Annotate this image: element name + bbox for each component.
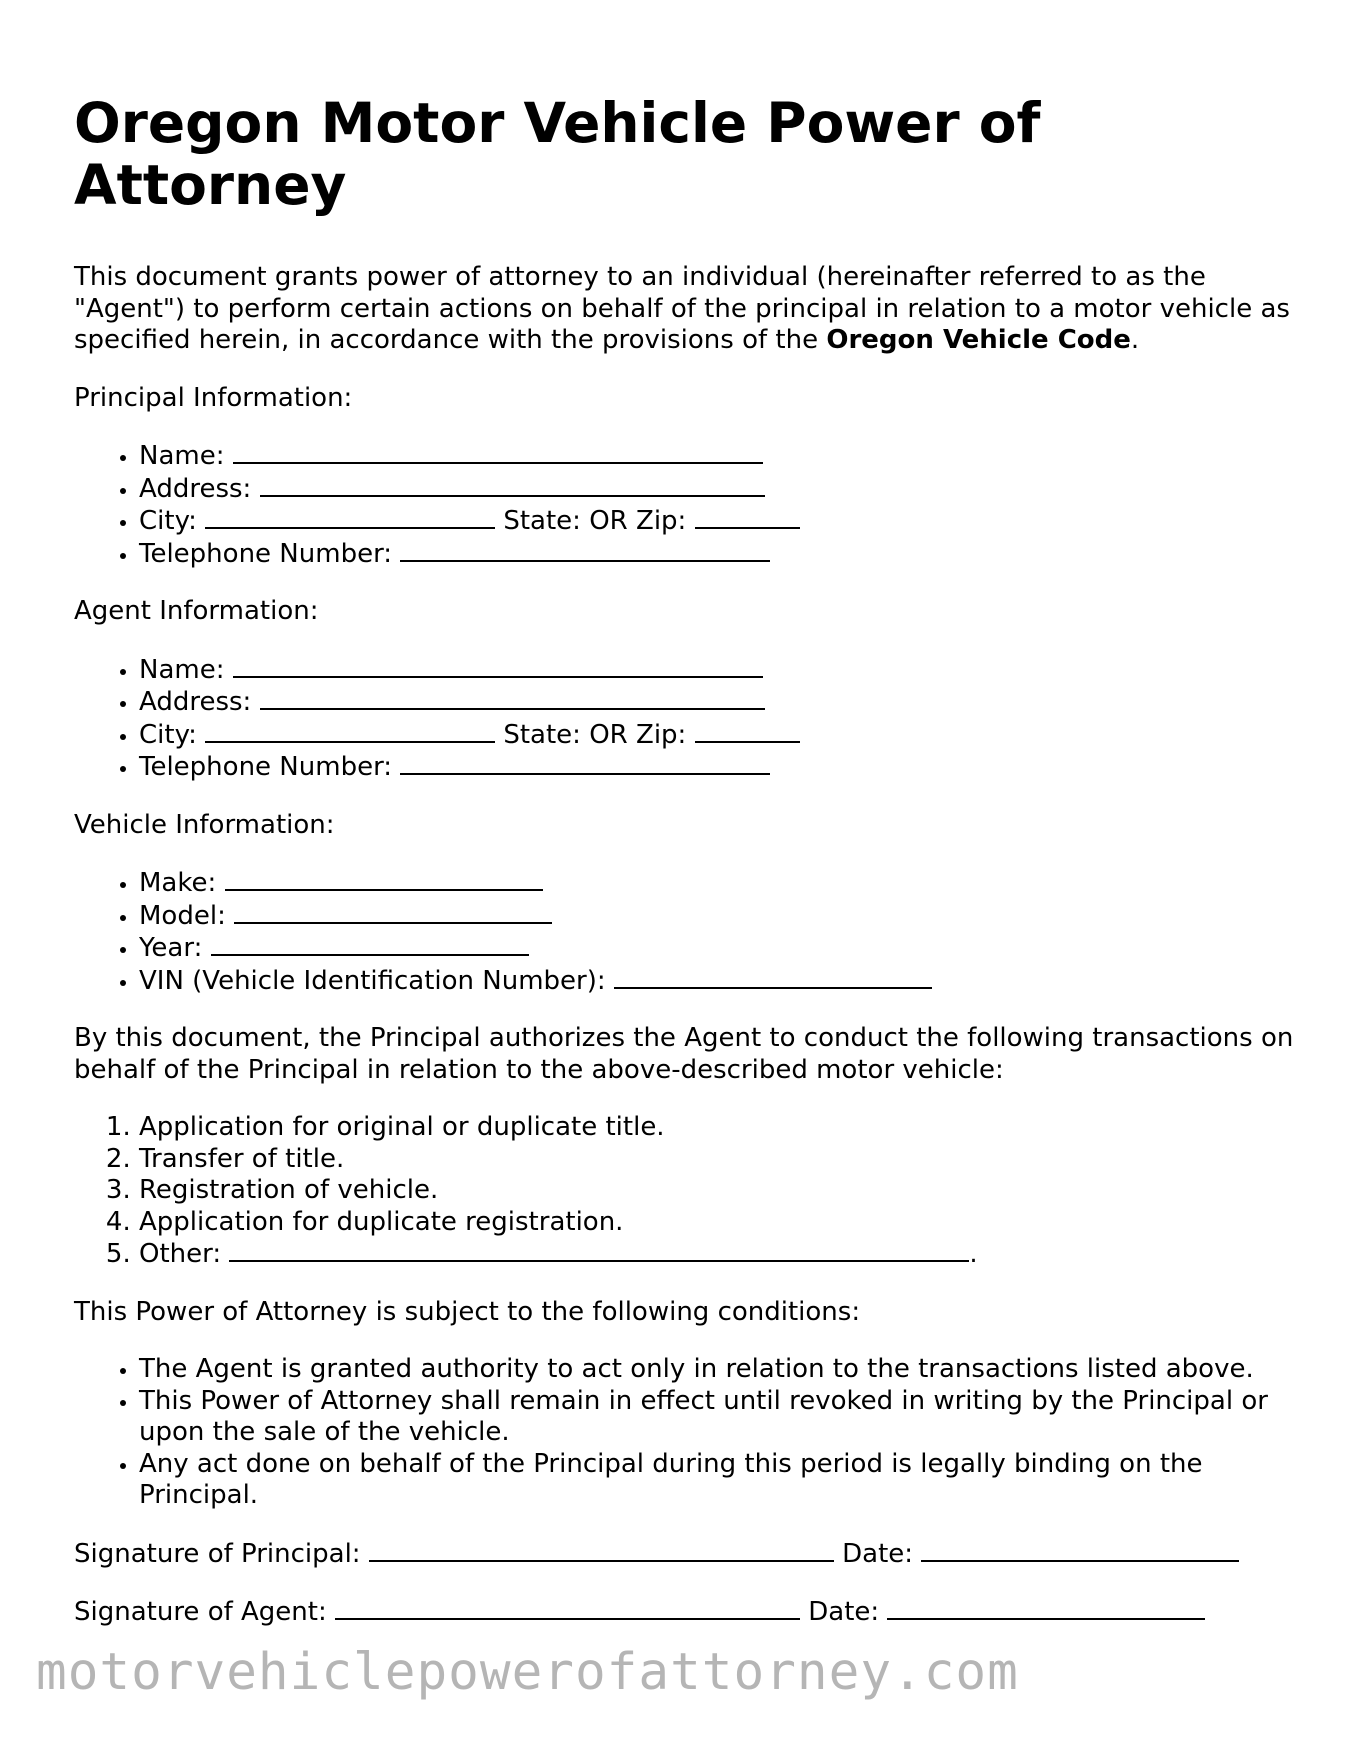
- principal-phone-label: Telephone Number:: [139, 538, 393, 569]
- principal-address-label: Address:: [139, 473, 252, 504]
- transaction-item: 1. Application for original or duplicate title.: [139, 1112, 1304, 1144]
- intro-text: This document grants power of attorney to an individual (hereinafter referred to as the "Agent") to perform certain actions on behalf of the principal in relation to a motor vehicle as specified herein, in accordance with the provisions of the: [74, 262, 1290, 355]
- vehicle-year-label: Year:: [139, 933, 203, 963]
- principal-signature-label: Signature of Principal:: [74, 1538, 361, 1569]
- document-page: [74, 92, 1304, 1655]
- other-field[interactable]: [229, 1238, 969, 1262]
- principal-signature-line: [74, 1538, 1304, 1571]
- principal-phone-field[interactable]: [400, 538, 770, 562]
- transaction-item-other: [139, 1238, 1304, 1271]
- vehicle-model-label: Model:: [139, 900, 226, 931]
- conditions-list: [74, 1354, 1304, 1512]
- principal-address-item: [139, 473, 1304, 506]
- condition-item: • The Agent is granted authority to act only in relation to the transactions listed above.: [139, 1354, 1304, 1386]
- principal-name-label: Name:: [139, 441, 225, 471]
- transaction-item: 4. Application for duplicate registration.: [139, 1207, 1304, 1239]
- agent-address-field[interactable]: [260, 686, 765, 710]
- principal-state-label: State: OR: [503, 506, 628, 536]
- vehicle-fields: [74, 867, 1304, 997]
- principal-zip-label: Zip:: [636, 506, 687, 536]
- transaction-item: 2. Transfer of title.: [139, 1144, 1304, 1176]
- agent-name-label: Name:: [139, 654, 225, 685]
- transaction-item: 3. Registration of vehicle.: [139, 1175, 1304, 1207]
- agent-zip-field[interactable]: [695, 719, 800, 743]
- principal-fields: [74, 440, 1304, 570]
- intro-bold-code: Oregon Vehicle Code: [826, 325, 1131, 355]
- agent-date-label: Date:: [808, 1597, 880, 1627]
- principal-city-field[interactable]: [205, 505, 495, 529]
- principal-city-item: [139, 505, 1304, 538]
- vehicle-make-field[interactable]: [225, 867, 543, 891]
- agent-state-label: State: OR: [503, 719, 628, 750]
- authorization-paragraph: By this document, the Principal authorizes the Agent to conduct the following transactions on behalf of the Principal in relation to the above-described motor vehicle:: [74, 1023, 1294, 1085]
- agent-signature-line: [74, 1596, 1304, 1629]
- site-watermark: motorvehiclepowerofattorney.com: [36, 1643, 1019, 1702]
- intro-end: .: [1130, 325, 1140, 355]
- principal-heading: Principal Information:: [74, 382, 353, 413]
- principal-date-label: Date:: [842, 1538, 914, 1569]
- transactions-list: [74, 1112, 1304, 1271]
- agent-phone-label: Telephone Number:: [139, 752, 393, 782]
- vehicle-year-field[interactable]: [211, 932, 529, 956]
- agent-signature-label: Signature of Agent:: [74, 1597, 327, 1627]
- agent-address-item: [139, 686, 1304, 719]
- other-end: .: [969, 1239, 978, 1269]
- principal-signature-field[interactable]: [369, 1538, 834, 1562]
- agent-name-field[interactable]: [233, 654, 763, 678]
- agent-date-field[interactable]: [887, 1596, 1205, 1620]
- principal-address-field[interactable]: [260, 473, 765, 497]
- agent-zip-label: Zip:: [636, 719, 687, 750]
- condition-item: • Any act done on behalf of the Principal during this period is legally binding on the Principal.: [139, 1449, 1304, 1512]
- principal-date-field[interactable]: [921, 1538, 1239, 1562]
- agent-city-label: City:: [139, 719, 197, 750]
- vehicle-make-item: [139, 867, 1304, 900]
- agent-city-item: [139, 719, 1304, 752]
- intro-paragraph: [74, 262, 1304, 357]
- agent-signature-field[interactable]: [335, 1596, 800, 1620]
- vehicle-heading: Vehicle Information:: [74, 809, 335, 840]
- agent-phone-field[interactable]: [400, 751, 770, 775]
- vehicle-make-label: Make:: [139, 868, 217, 898]
- vehicle-vin-label: VIN (Vehicle Identification Number):: [139, 965, 606, 996]
- agent-name-item: [139, 654, 1304, 687]
- other-label: Other:: [139, 1239, 222, 1269]
- principal-name-field[interactable]: [233, 440, 763, 464]
- principal-phone-item: [139, 538, 1304, 571]
- agent-heading: Agent Information:: [74, 596, 319, 626]
- vehicle-vin-item: [139, 965, 1304, 998]
- principal-name-item: [139, 440, 1304, 473]
- vehicle-year-item: [139, 932, 1304, 965]
- agent-city-field[interactable]: [205, 719, 495, 743]
- vehicle-vin-field[interactable]: [614, 965, 932, 989]
- agent-fields: [74, 654, 1304, 784]
- agent-address-label: Address:: [139, 687, 252, 717]
- principal-city-label: City:: [139, 506, 197, 536]
- principal-zip-field[interactable]: [695, 505, 800, 529]
- condition-item: • This Power of Attorney shall remain in effect until revoked in writing by the Principal or upon the sale of the vehicle.: [139, 1386, 1304, 1449]
- vehicle-model-item: [139, 900, 1304, 933]
- agent-phone-item: [139, 751, 1304, 784]
- conditions-heading: This Power of Attorney is subject to the following conditions:: [74, 1296, 861, 1327]
- document-title: Oregon Motor Vehicle Power of Attorney: [74, 91, 1041, 217]
- vehicle-model-field[interactable]: [234, 900, 552, 924]
